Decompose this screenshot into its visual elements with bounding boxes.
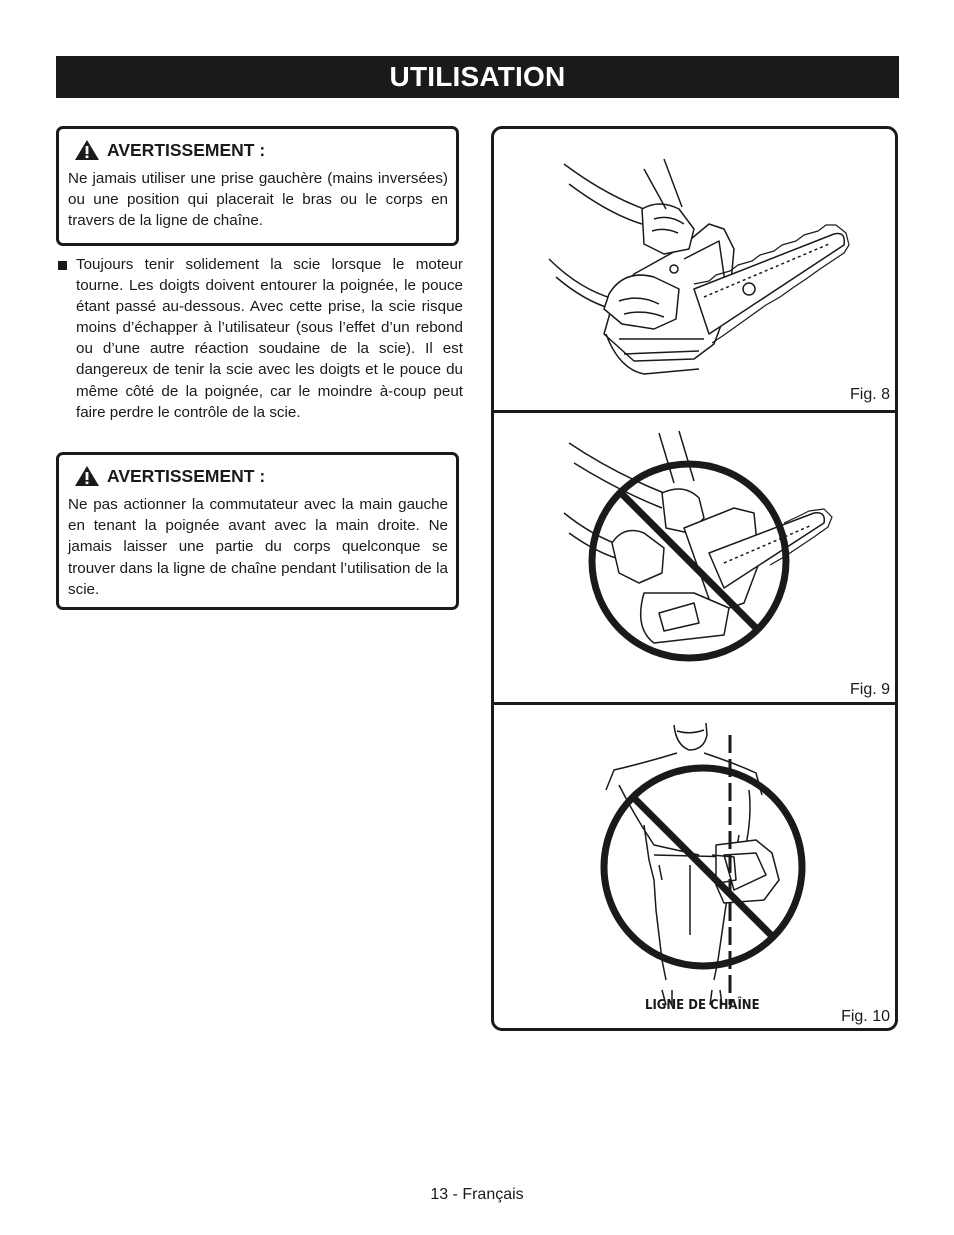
warning-triangle-icon [74,465,100,487]
warning-header-2 [74,465,448,487]
chain-line-body-illustration [494,705,895,1028]
section-title: UTILISATION [56,56,899,98]
bullet-item [56,254,463,423]
warning-title-1: AVERTISSEMENT : [107,139,266,160]
figure-10-label: Fig. 10 [841,1008,890,1025]
chain-line-label: LIGNE DE CHAÎNE [645,998,760,1013]
warning-triangle-icon [74,139,100,161]
bullet-square-icon [58,261,67,270]
figure-8 [494,129,895,410]
figure-10 [494,705,895,1028]
warning-box-1 [56,126,459,246]
chainsaw-correct-grip-illustration [494,129,895,410]
warning-header-1 [74,139,448,161]
figure-8-label: Fig. 8 [849,386,890,403]
warning-text-2: Ne pas actionner la commutateur avec la main gauche en tenant la poignée avant avec la main droite. Ne jamais laisser une partie du corps quelconque se trouver dans la ligne de chaîne pendant l’utilisation de la scie. [68,496,448,598]
figure-frame [491,126,898,1031]
chainsaw-incorrect-grip-illustration [494,413,895,702]
page-number: 13 - Français [430,1186,524,1203]
figure-9-label: Fig. 9 [849,681,890,698]
warning-box-2 [56,452,459,610]
warning-text-1: Ne jamais utiliser une prise gauchère (mains inversées) ou une position qui placerait le bras ou le corps en travers de la ligne de chaîne. [68,170,448,230]
warning-title-2: AVERTISSEMENT : [107,465,266,486]
bullet-text: Toujours tenir solidement la scie lorsque le moteur tourne. Les doigts doivent entourer la poignée, le pouce étant passé au-dessous. Avec cette prise, la scie risque moins d’échapper à l’utilisateur (sous l’effet d’un rebond ou d’une autre réaction soudaine de la scie). Il est dangereux de tenir la scie avec les doigts et le pouce du même côté de la poignée, car le moindre à-coup peut faire perdre le contrôle de la scie. [76,256,463,421]
figure-9 [494,413,895,702]
